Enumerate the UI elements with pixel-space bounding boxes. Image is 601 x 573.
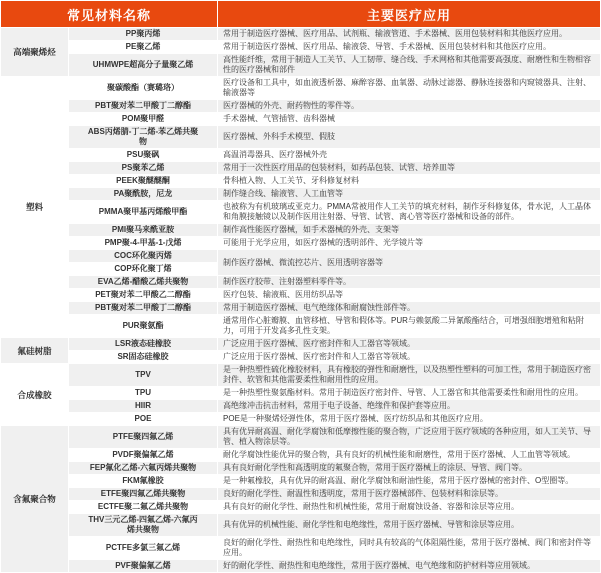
material-name-cell: PVDF聚偏氟乙烯 — [69, 449, 218, 462]
table-row — [1, 514, 601, 537]
application-cell: 高性能纤维，常用于制造人工关节、人工韧带、缝合线、手术网格和其他需要高强度、耐磨性和生物相容性的医疗器械和部件 — [218, 54, 601, 77]
application-cell: 是一种氟橡胶，具有优异的耐高温、耐化学腐蚀和耐油性能，常用于医疗器械的密封件、O型圈等。 — [218, 475, 601, 488]
application-cell: 是一种热塑性聚氨酯材料。常用于制造医疗密封件、导管、人工器官和其他需要柔性和耐用性的应用。 — [218, 387, 601, 400]
application-cell: 也被称为有机玻璃或亚克力。PMMA常被用作人工关节的填充材料，制作牙科修复体，骨水泥，人工晶体和角膜接触镜以及制作医用注射器、导管、试管、离心管等医疗器械和设备的部件。 — [218, 201, 601, 224]
table-row — [1, 338, 601, 351]
material-name-cell: TPU — [69, 387, 218, 400]
material-name-cell: PMMA聚甲基丙烯酸甲酯 — [69, 201, 218, 224]
application-cell: 常用于制造医疗器械、电气绝缘体和耐腐蚀性部件等。 — [218, 302, 601, 315]
table-row — [1, 250, 601, 263]
application-cell: 可能用于光学应用，如医疗器械的透明部件、光学镜片等 — [218, 237, 601, 250]
table-row — [1, 28, 601, 41]
group-category-cell: 塑料 — [1, 77, 69, 338]
application-cell: 常用于一次性医疗用品的包装材料，如药品包装、试管、培养皿等 — [218, 162, 601, 175]
material-name-cell: TPV — [69, 364, 218, 387]
table-row — [1, 364, 601, 387]
material-name-cell: PBT聚对苯二甲酸丁二醇酯 — [69, 302, 218, 315]
application-cell: 具有优异耐高温、耐化学腐蚀和低摩擦性能的聚合物，广泛应用于医疗领域的各种应用，如人工关节、导管、植入物涂层等。 — [218, 426, 601, 449]
table-row — [1, 289, 601, 302]
header-applications-column: 主要医疗应用 — [218, 1, 601, 28]
table-row — [1, 100, 601, 113]
table-row — [1, 162, 601, 175]
table-row — [1, 175, 601, 188]
table-row — [1, 276, 601, 289]
application-cell: 制作高性能医疗器械，如手术器械的外壳、支架等 — [218, 224, 601, 237]
application-cell: 好的耐化学性、耐热性和电绝缘性，常用于医疗器械、电气绝缘和防护材料等应用领域。 — [218, 560, 601, 573]
application-cell: 广泛应用于医疗器械、医疗密封件和人工器官等领域。 — [218, 351, 601, 364]
material-name-cell: ETFE聚四氟乙烯共聚物 — [69, 488, 218, 501]
material-name-cell: POE — [69, 413, 218, 426]
application-cell: 医疗包装、输液瓶、医用纺织品等 — [218, 289, 601, 302]
material-name-cell: COP环化聚丁烯 — [69, 263, 218, 276]
application-cell: 医疗器械、外科手术模型、假肢 — [218, 126, 601, 149]
material-name-cell: ABS丙烯腈-丁二烯-苯乙烯共聚物 — [69, 126, 218, 149]
material-name-cell: 聚碳酸酯（赛璐珞） — [69, 77, 218, 100]
table-body — [1, 28, 601, 573]
header-materials-column: 常见材料名称 — [1, 1, 218, 28]
material-name-cell: HIIR — [69, 400, 218, 413]
application-cell: 手术器械、气管插管、齿科器械 — [218, 113, 601, 126]
table-row — [1, 188, 601, 201]
application-cell: 通常用作心脏瓣膜、血管移植、导管和假体等。PUR与赖氨酸二异氰酸酯结合，可增强细胞增殖和粘附力，可用于开发高多孔性支架。 — [218, 315, 601, 338]
table-row — [1, 400, 601, 413]
table-row — [1, 315, 601, 338]
group-category-cell: 氟硅树脂 — [1, 338, 69, 364]
group-category-cell: 高端聚烯烃 — [1, 28, 69, 77]
material-name-cell: LSR液态硅橡胶 — [69, 338, 218, 351]
material-name-cell: PUR聚氨酯 — [69, 315, 218, 338]
material-name-cell: PMP聚-4-甲基-1-戊烯 — [69, 237, 218, 250]
table-row — [1, 488, 601, 501]
table-row — [1, 224, 601, 237]
material-name-cell: THV三元乙烯-四氟乙烯-六氟丙烯共聚物 — [69, 514, 218, 537]
table-row — [1, 77, 601, 100]
table-row — [1, 387, 601, 400]
table-row — [1, 302, 601, 315]
material-name-cell: SR固态硅橡胶 — [69, 351, 218, 364]
material-name-cell: PTFE聚四氟乙烯 — [69, 426, 218, 449]
material-name-cell: PS聚苯乙烯 — [69, 162, 218, 175]
application-cell: 常用于制造医疗器械、医疗用品、试剂瓶、输液管道、手术器械、医用包装材料和其他医疗应用。 — [218, 28, 601, 41]
material-name-cell: FKM氟橡胶 — [69, 475, 218, 488]
material-name-cell: POM聚甲醛 — [69, 113, 218, 126]
group-category-cell: 合成橡胶 — [1, 364, 69, 426]
table-row — [1, 54, 601, 77]
table-row — [1, 237, 601, 250]
table-row — [1, 449, 601, 462]
material-name-cell: PSU聚砜 — [69, 149, 218, 162]
application-cell: 耐化学腐蚀性能优异的聚合物，具有良好的机械性能和耐磨性，常用于医疗器械、人工血管等领域。 — [218, 449, 601, 462]
table-row — [1, 501, 601, 514]
application-cell: 具有优异的机械性能、耐化学性和电绝缘性，常用于医疗器械、导管和涂层等应用。 — [218, 514, 601, 537]
application-cell: 广泛应用于医疗器械、医疗密封件和人工器官等领域。 — [218, 338, 601, 351]
application-cell: 骨科植入物、人工关节、牙科修复材料 — [218, 175, 601, 188]
application-cell: 制作缝合线、输液管、人工血管等 — [218, 188, 601, 201]
material-name-cell: PBT聚对苯二甲酸丁二醇酯 — [69, 100, 218, 113]
header-row — [1, 1, 601, 28]
table-row — [1, 351, 601, 364]
application-cell: 医疗器械的外壳、耐药物性的零件等。 — [218, 100, 601, 113]
application-cell: 具有良好的耐化学性、耐热性和机械性能，常用于耐腐蚀设备、容器和涂层等应用。 — [218, 501, 601, 514]
material-name-cell: PA聚酰胺，尼龙 — [69, 188, 218, 201]
table-row — [1, 426, 601, 449]
group-category-cell: 含氟聚合物 — [1, 426, 69, 573]
material-name-cell: EVA乙烯-醋酸乙烯共聚物 — [69, 276, 218, 289]
material-name-cell: PCTFE多氯三氟乙烯 — [69, 537, 218, 560]
material-name-cell: COC环化聚丙烯 — [69, 250, 218, 263]
table-row — [1, 113, 601, 126]
material-name-cell: PP聚丙烯 — [69, 28, 218, 41]
table-row — [1, 126, 601, 149]
material-name-cell: PE聚乙烯 — [69, 41, 218, 54]
table-row — [1, 537, 601, 560]
application-cell: 具有良好耐化学性和高透明度的氟聚合物，常用于医疗器械上的涂层、导管、阀门等。 — [218, 462, 601, 475]
application-cell: 是一种热塑性硫化橡胶材料，具有橡胶的弹性和耐磨性，以及热塑性塑料的可加工性，常用于制造医疗密封件、软管和其他需要柔性和耐用性的应用。 — [218, 364, 601, 387]
material-name-cell: PET聚对苯二甲酸乙二醇酯 — [69, 289, 218, 302]
application-cell: 良好的耐化学性、耐热性和电绝缘性，同时具有较高的气体阻隔性能，常用于医疗器械、阀门和密封件等应用。 — [218, 537, 601, 560]
table-row — [1, 149, 601, 162]
material-name-cell: PEEK聚醚醚酮 — [69, 175, 218, 188]
application-cell: 常用于制造医疗器械、医疗用品、输液袋、导管、手术器械、医用包装材料和其他医疗应用。 — [218, 41, 601, 54]
table-row — [1, 560, 601, 573]
application-cell: 制作医疗器械、微流控芯片、医用透明容器等 — [218, 250, 601, 276]
table-row — [1, 475, 601, 488]
material-name-cell: PMI聚马来酰亚胺 — [69, 224, 218, 237]
material-name-cell: UHMWPE超高分子量聚乙烯 — [69, 54, 218, 77]
application-cell: 高温消毒器具、医疗器械外壳 — [218, 149, 601, 162]
table-row — [1, 41, 601, 54]
table-row — [1, 462, 601, 475]
material-name-cell: FEP氟化乙烯-六氟丙烯共聚物 — [69, 462, 218, 475]
application-cell: 高绝缘冲击抗击材料，常用于电子设备、绝缘件和保护套等应用。 — [218, 400, 601, 413]
table-row — [1, 201, 601, 224]
application-cell: POE是一种聚烯烃弹性体，常用于医疗器械、医疗纺织品和其他医疗应用。 — [218, 413, 601, 426]
application-cell: 医疗设备和工具中，如血液透析器、麻醉容器、血氧器、动脉过滤器、静脉连接器和内窥镜器具、注射、输液器等 — [218, 77, 601, 100]
table-row — [1, 413, 601, 426]
application-cell: 良好的耐化学性、耐温性和透明度，常用于医疗器械部件、包装材料和涂层等。 — [218, 488, 601, 501]
material-name-cell: PVF聚偏氟乙烯 — [69, 560, 218, 573]
material-name-cell: ECTFE聚二氟乙烯共聚物 — [69, 501, 218, 514]
application-cell: 制作医疗胶带、注射器塑料零件等。 — [218, 276, 601, 289]
